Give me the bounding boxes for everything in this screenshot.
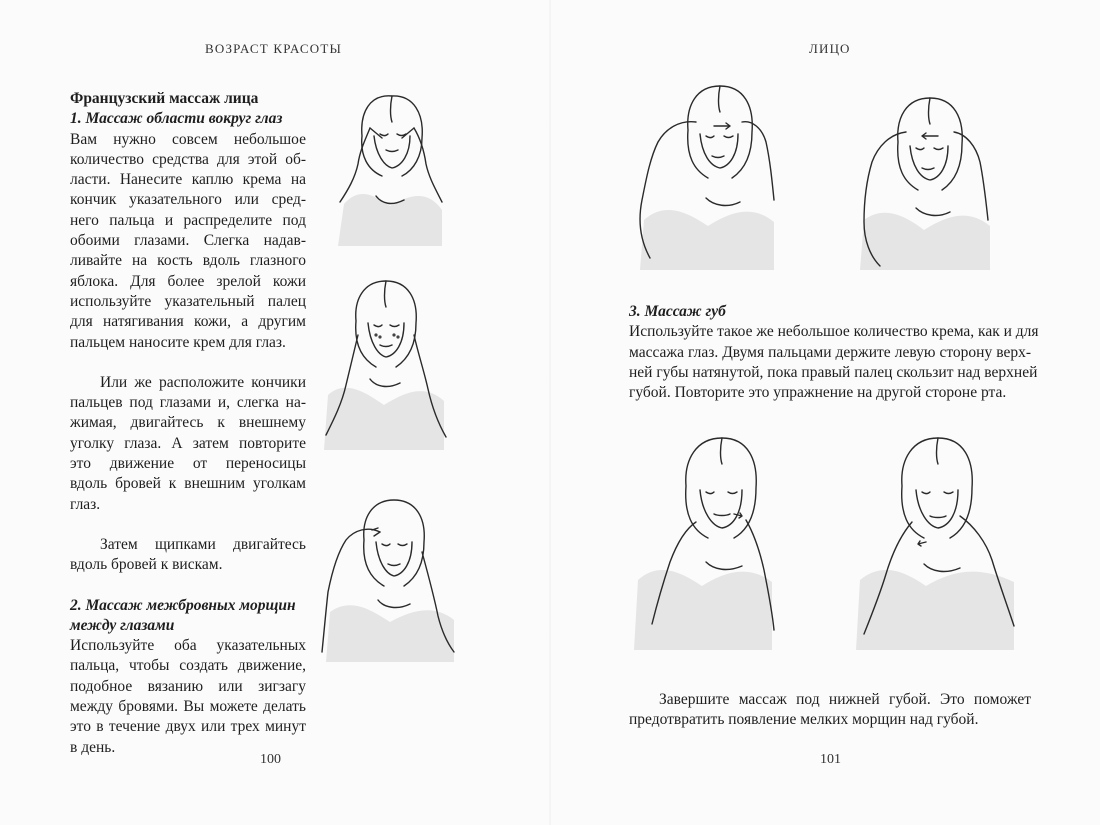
running-head-right: ЛИЦО — [809, 41, 851, 56]
text-line: Завершите массаж под нижней губой. Это поможет — [659, 691, 1031, 708]
lip-massage-illustration-1 — [630, 430, 780, 650]
page-number-left: 100 — [260, 752, 281, 767]
text-line: пальца, чтобы создать движение, — [70, 657, 306, 675]
text-line: яблока. Для более зрелой кожи — [70, 272, 306, 290]
section3-heading: 3. Массаж губ — [629, 303, 726, 320]
heading-line: между глазами — [70, 616, 175, 634]
text-line: Вам нужно совсем небольшое — [70, 130, 306, 148]
text-line: это в течение двух или трех минут — [70, 718, 306, 736]
text-line: массажа глаз. Двумя пальцами держите левую сторону верх- — [629, 343, 1031, 361]
text-line: него пальца и распределите под — [70, 211, 306, 229]
text-line: количество средства для этой об- — [70, 150, 306, 168]
text-line: кончик указательного или сред- — [70, 191, 306, 209]
eye-area-massage-illustration — [330, 86, 450, 246]
section2-heading — [70, 596, 306, 637]
article-title: Французский массаж лица — [70, 90, 259, 107]
running-head-left: ВОЗРАСТ КРАСОТЫ — [205, 41, 343, 56]
section1-body — [70, 130, 306, 353]
section3-block — [629, 302, 1039, 403]
section3-body — [629, 322, 1039, 403]
section1-heading: 1. Массаж области вокруг глаз — [70, 110, 283, 128]
text-line: пальцев под глазами и, слегка на- — [70, 394, 306, 412]
brow-pinch-illustration — [318, 492, 458, 662]
heading-line: 2. Массаж межбровных морщин — [70, 596, 296, 614]
text-line: подобное вязанию или зигзагу — [70, 677, 306, 695]
text-line: для натягивания кожи, а другим — [70, 313, 306, 331]
closing-paragraph — [629, 690, 1031, 731]
text-line: обоими глазами. Слегка надав- — [70, 232, 306, 250]
paragraph-2 — [70, 373, 306, 515]
text-line: Затем щипками двигайтесь — [100, 535, 306, 553]
lip-massage-illustration-2 — [850, 430, 1020, 650]
text-line: используйте указательный палец — [70, 292, 306, 310]
under-eye-fingertips-illustration — [320, 275, 450, 450]
text-line: Используйте такое же небольшое количество крема, как и для — [629, 323, 1039, 341]
text-line: между бровями. Вы можете делать — [70, 698, 306, 716]
text-line: ливайте на кость вдоль глазного — [70, 252, 306, 270]
brow-lines-massage-illustration-1 — [630, 80, 780, 270]
text-line: ласти. Нанесите каплю крема на — [70, 171, 306, 189]
text-line: это движение от переносицы — [70, 455, 306, 473]
text-line: глаз. — [70, 495, 101, 513]
section2-body — [70, 636, 306, 758]
text-line: вдоль бровей к внешним уголкам — [70, 475, 306, 493]
text-line: пальцем наносите крем для глаз. — [70, 333, 286, 351]
text-line: в день. — [70, 738, 116, 756]
brow-lines-massage-illustration-2 — [850, 90, 1000, 270]
text-line: жимая, двигайтесь к внешнему — [70, 414, 306, 432]
paragraph-3 — [70, 535, 306, 576]
text-line: уголку глаза. А затем повторите — [70, 434, 306, 452]
text-line: ней губы натянутой, пока правый палец скользит над верхней — [629, 363, 1038, 381]
text-line: Используйте оба указательных — [70, 637, 306, 655]
text-line: вдоль бровей к вискам. — [70, 556, 223, 574]
page-number-right: 101 — [820, 752, 841, 767]
closing-block — [629, 690, 1031, 731]
text-line: губой. Повторите это упражнение на другой стороне рта. — [629, 384, 1007, 402]
text-line: предотвратить появление мелких морщин над губой. — [629, 711, 979, 729]
left-text-column — [70, 89, 306, 758]
text-line: Или же расположите кончики — [100, 373, 306, 391]
